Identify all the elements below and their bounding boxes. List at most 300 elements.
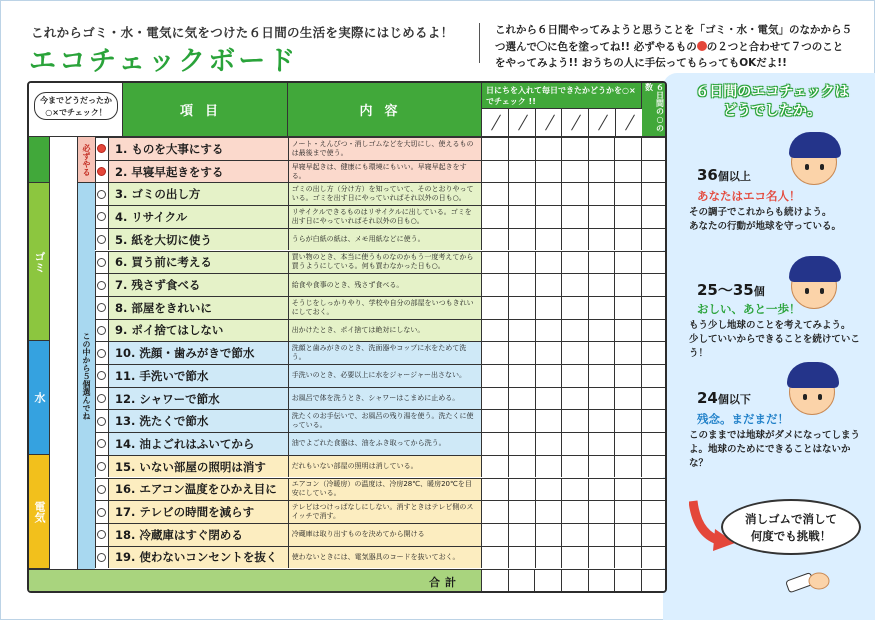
day-check-cell[interactable] xyxy=(482,161,509,183)
day-check-cell[interactable] xyxy=(615,410,642,432)
instruction-line-2c: の２つと合わせて７つのこと xyxy=(706,40,844,53)
speech-bubble: 消しゴムで消して 何度でも挑戦！ xyxy=(721,499,861,555)
day-check-cell[interactable] xyxy=(482,252,509,274)
smiley-icon xyxy=(97,190,106,199)
row-face[interactable] xyxy=(96,161,109,183)
smiley-icon xyxy=(97,553,106,562)
smiley-icon xyxy=(97,281,106,290)
instruction-line-2a: つ選んで xyxy=(495,40,537,53)
row-face[interactable] xyxy=(96,320,109,342)
day-check-cell[interactable] xyxy=(615,342,642,364)
day-check-cell[interactable] xyxy=(536,161,563,183)
day-check-cell[interactable] xyxy=(589,410,616,432)
day-check-cell[interactable] xyxy=(615,274,642,296)
day-check-cell[interactable] xyxy=(482,206,509,228)
day-check-cell[interactable] xyxy=(536,524,563,546)
eye-icon xyxy=(818,394,822,400)
total-day-cell[interactable] xyxy=(535,570,562,593)
count-cell[interactable] xyxy=(642,183,667,205)
day-check-cell[interactable] xyxy=(482,138,509,160)
row-item: 19. 使わないコンセントを抜く xyxy=(109,547,289,569)
row-item: 4. リサイクル xyxy=(109,206,289,228)
day-check-cell[interactable] xyxy=(482,433,509,455)
day-check-cell[interactable] xyxy=(536,342,563,364)
day-check-cell[interactable] xyxy=(615,252,642,274)
row-item: 16. エアコン温度をひかえ目に xyxy=(109,479,289,501)
day-check-cell[interactable] xyxy=(509,388,536,410)
verdict-1: あなたはエコ名人！ xyxy=(697,189,801,203)
day-check-cell[interactable] xyxy=(536,138,563,160)
day-check-cell[interactable] xyxy=(482,501,509,523)
day-check-cell[interactable] xyxy=(615,206,642,228)
day-check-cell[interactable] xyxy=(589,138,616,160)
table-row xyxy=(95,160,667,183)
row-face[interactable] xyxy=(96,547,109,569)
count-cell[interactable] xyxy=(642,410,667,432)
row-face[interactable] xyxy=(96,138,109,160)
day-check-cell[interactable] xyxy=(536,320,563,342)
day-check-cell[interactable] xyxy=(509,320,536,342)
day-check-cell[interactable] xyxy=(562,456,589,478)
total-day-cell[interactable] xyxy=(589,570,616,593)
smiley-icon xyxy=(97,349,106,358)
date-slot[interactable] xyxy=(482,109,509,136)
smiley-icon xyxy=(97,371,106,380)
total-day-cell[interactable] xyxy=(562,570,589,593)
row-desc: うらが白紙の紙は、メモ用紙などに使う。 xyxy=(289,229,483,251)
table-row xyxy=(95,228,667,251)
day-check-cell[interactable] xyxy=(536,501,563,523)
count-cell[interactable] xyxy=(642,252,667,274)
day-check-cell[interactable] xyxy=(509,410,536,432)
day-check-cell[interactable] xyxy=(509,433,536,455)
day-check-cell[interactable] xyxy=(562,388,589,410)
category-water: 水 xyxy=(29,341,49,455)
instruction-line-2b: に色を塗ってね!! 必ずやるもの xyxy=(547,40,697,53)
day-check-cell[interactable] xyxy=(562,297,589,319)
day-check-cell[interactable] xyxy=(482,274,509,296)
count-cell[interactable] xyxy=(642,320,667,342)
row-desc: 早寝早起きは、健康にも環境にもいい。早寝早起きをする。 xyxy=(289,161,483,183)
table-row xyxy=(95,341,667,364)
day-check-cell[interactable] xyxy=(615,138,642,160)
row-face[interactable] xyxy=(96,524,109,546)
row-face[interactable] xyxy=(96,456,109,478)
score-unit: 個以下 xyxy=(717,393,751,406)
total-day-cell[interactable] xyxy=(615,570,642,593)
day-check-cell[interactable] xyxy=(615,388,642,410)
day-check-cell[interactable] xyxy=(509,183,536,205)
table-row xyxy=(95,364,667,387)
day-check-cell[interactable] xyxy=(562,501,589,523)
day-check-cell[interactable] xyxy=(482,456,509,478)
row-face[interactable] xyxy=(96,206,109,228)
day-check-cell[interactable] xyxy=(536,365,563,387)
day-check-cell[interactable] xyxy=(562,320,589,342)
header-count: ６日間の○の数 xyxy=(642,83,667,136)
kid-illustration-1 xyxy=(791,139,837,185)
day-check-cell[interactable] xyxy=(615,320,642,342)
table-row xyxy=(95,523,667,546)
day-check-cell[interactable] xyxy=(562,229,589,251)
day-check-cell[interactable] xyxy=(589,388,616,410)
row-desc: 洗顔と歯みがきのとき、洗面器やコップに水をためて洗う。 xyxy=(289,342,483,364)
score-value: 25～35 xyxy=(697,281,754,299)
row-desc: そうじをしっかりやり、学校や自分の部屋をいつもきれいにしておく。 xyxy=(289,297,483,319)
row-item: 12. シャワーで節水 xyxy=(109,388,289,410)
day-check-cell[interactable] xyxy=(509,161,536,183)
day-check-cell[interactable] xyxy=(509,456,536,478)
date-slot[interactable] xyxy=(562,109,589,136)
day-check-cell[interactable] xyxy=(615,183,642,205)
table-row xyxy=(95,182,667,205)
row-desc: エアコン（冷暖房）の温度は、冷房28℃、暖房20℃を目安にしている。 xyxy=(289,479,483,501)
day-check-cell[interactable] xyxy=(509,547,536,569)
eraser-hand-icon xyxy=(781,569,831,597)
day-check-cell[interactable] xyxy=(536,297,563,319)
day-check-cell[interactable] xyxy=(509,479,536,501)
day-check-cell[interactable] xyxy=(589,501,616,523)
score-36 xyxy=(697,166,751,184)
result-desc-2: もう少し地球のことを考えてみよう。 少していいからできることを続けていこう！ xyxy=(689,320,860,359)
day-check-cell[interactable] xyxy=(562,274,589,296)
row-item: 1. ものを大事にする xyxy=(109,138,289,160)
day-check-cell[interactable] xyxy=(589,524,616,546)
day-check-cell[interactable] xyxy=(589,365,616,387)
check-bubble-text: 今までどうだったか ○×でチェック！ xyxy=(40,96,112,117)
table-row xyxy=(95,205,667,228)
day-check-cell[interactable] xyxy=(482,297,509,319)
score-24 xyxy=(697,389,751,407)
result-desc-3: このままでは地球がダメになってしまうよ。地球のためにできることはないかな？ xyxy=(689,430,861,469)
row-face[interactable] xyxy=(96,183,109,205)
total-day-cell[interactable] xyxy=(482,570,509,593)
category-gomi: ゴミ xyxy=(29,183,49,341)
smiley-icon xyxy=(97,530,106,539)
day-check-cell[interactable] xyxy=(562,252,589,274)
row-face[interactable] xyxy=(96,410,109,432)
count-cell[interactable] xyxy=(642,206,667,228)
verdict-2: おしい、あと一歩！ xyxy=(697,302,801,316)
day-check-cell[interactable] xyxy=(615,524,642,546)
day-check-cell[interactable] xyxy=(562,479,589,501)
count-cell[interactable] xyxy=(642,365,667,387)
count-cell[interactable] xyxy=(642,138,667,160)
day-check-cell[interactable] xyxy=(536,252,563,274)
row-item: 6. 買う前に考える xyxy=(109,252,289,274)
day-check-cell[interactable] xyxy=(509,206,536,228)
day-check-cell[interactable] xyxy=(589,252,616,274)
row-item: 13. 洗たくで節水 xyxy=(109,410,289,432)
day-check-cell[interactable] xyxy=(562,206,589,228)
table-row xyxy=(95,387,667,410)
eye-icon xyxy=(820,288,824,294)
eye-icon xyxy=(820,164,824,170)
day-check-cell[interactable] xyxy=(615,297,642,319)
count-cell[interactable] xyxy=(642,524,667,546)
day-check-cell[interactable] xyxy=(562,524,589,546)
day-check-cell[interactable] xyxy=(536,547,563,569)
row-desc: リサイクルできるものはリサイクルに出している。ゴミを出す日にやっていればそれ以外の日も○。 xyxy=(289,206,483,228)
row-item: 10. 洗顔・歯みがきで節水 xyxy=(109,342,289,364)
day-check-cell[interactable] xyxy=(615,365,642,387)
row-item: 14. 油よごれはふいてから xyxy=(109,433,289,455)
table-row xyxy=(95,319,667,342)
must-label: 必ずやる xyxy=(77,137,95,183)
previous-check-column[interactable] xyxy=(49,137,77,569)
row-desc: 給食や食事のとき、残さず食べる。 xyxy=(289,274,483,296)
count-cell[interactable] xyxy=(642,456,667,478)
day-check-cell[interactable] xyxy=(509,297,536,319)
count-cell[interactable] xyxy=(642,388,667,410)
result-title: ６日間のエコチェックは どうでしたか。 xyxy=(695,84,849,119)
count-cell[interactable] xyxy=(642,479,667,501)
day-check-cell[interactable] xyxy=(562,547,589,569)
day-check-cell[interactable] xyxy=(589,229,616,251)
header-days xyxy=(482,83,642,136)
day-check-cell[interactable] xyxy=(536,388,563,410)
day-check-cell[interactable] xyxy=(509,138,536,160)
table-row xyxy=(95,432,667,455)
day-check-cell[interactable] xyxy=(482,410,509,432)
score-25-35 xyxy=(697,279,765,300)
instruction-line-1: これから６日間やってみようと思うことを「ゴミ・水・電気」のなかから５ xyxy=(495,24,852,36)
day-check-cell[interactable] xyxy=(589,274,616,296)
header-item: 項目 xyxy=(123,83,288,136)
intro-text: これからゴミ・水・電気に気をつけた６日間の生活を実際にはじめるよ！ xyxy=(31,25,454,40)
total-bar xyxy=(29,570,482,593)
date-slot[interactable] xyxy=(536,109,563,136)
day-check-cell[interactable] xyxy=(615,547,642,569)
row-desc: テレビはつけっぱなしにしない。消すときはテレビ側のスイッチで消す。 xyxy=(289,501,483,523)
score-unit: 個以上 xyxy=(717,170,751,183)
day-check-cell[interactable] xyxy=(509,524,536,546)
smiley-icon xyxy=(97,485,106,494)
row-face[interactable] xyxy=(96,433,109,455)
smiley-icon xyxy=(537,41,547,51)
row-item: 7. 残さず食べる xyxy=(109,274,289,296)
day-check-cell[interactable] xyxy=(509,229,536,251)
row-item: 2. 早寝早起きをする xyxy=(109,161,289,183)
day-check-cell[interactable] xyxy=(482,320,509,342)
row-face[interactable] xyxy=(96,229,109,251)
day-check-cell[interactable] xyxy=(536,274,563,296)
instruction-line-3: をやってみよう!! おうちの人に手伝ってもらってもOKだよ!! xyxy=(495,57,787,69)
row-desc: 出かけたとき、ポイ捨ては絶対にしない。 xyxy=(289,320,483,342)
row-item: 11. 手洗いで節水 xyxy=(109,365,289,387)
day-check-cell[interactable] xyxy=(589,547,616,569)
smiley-icon xyxy=(97,508,106,517)
eye-icon xyxy=(805,164,809,170)
check-board-table xyxy=(27,81,667,593)
row-item: 9. ポイ捨てはしない xyxy=(109,320,289,342)
table-row xyxy=(95,409,667,432)
red-smiley-icon xyxy=(97,167,106,176)
smiley-icon xyxy=(97,235,106,244)
count-cell[interactable] xyxy=(642,229,667,251)
day-check-cell[interactable] xyxy=(615,501,642,523)
count-cell[interactable] xyxy=(642,547,667,569)
smiley-icon xyxy=(97,258,106,267)
total-row xyxy=(29,569,667,593)
day-check-cell[interactable] xyxy=(615,479,642,501)
row-item: 8. 部屋をきれいに xyxy=(109,297,289,319)
row-item: 5. 紙を大切に使う xyxy=(109,229,289,251)
header-content: 内容 xyxy=(288,83,482,136)
day-check-cell[interactable] xyxy=(589,161,616,183)
choose-label: この中から５個選んでね xyxy=(77,183,95,569)
date-slots xyxy=(482,108,642,136)
day-check-cell[interactable] xyxy=(482,547,509,569)
row-face[interactable] xyxy=(96,342,109,364)
row-desc: ゴミの出し方（分け方）を知っていて、そのとおりやっている。ゴミを出す日にやっていればそれ以外の日も○。 xyxy=(289,183,483,205)
result-desc-1: その調子でこれからも続けよう。 あなたの行動が地球を守っている。 xyxy=(689,207,842,232)
date-slot[interactable] xyxy=(589,109,616,136)
table-row xyxy=(95,273,667,296)
day-check-cell[interactable] xyxy=(509,252,536,274)
smiley-icon xyxy=(97,212,106,221)
day-check-cell[interactable] xyxy=(536,456,563,478)
day-check-cell[interactable] xyxy=(562,161,589,183)
row-face[interactable] xyxy=(96,388,109,410)
table-row xyxy=(95,478,667,501)
count-cell[interactable] xyxy=(642,274,667,296)
day-check-cell[interactable] xyxy=(562,365,589,387)
page-title: エコチェックボード xyxy=(29,46,299,77)
day-check-cell[interactable] xyxy=(509,365,536,387)
row-desc: 買い物のとき、本当に使うものなのかもう一度考えてから買うようにしている。何も買わなかった日も○。 xyxy=(289,252,483,274)
day-check-cell[interactable] xyxy=(589,320,616,342)
row-face[interactable] xyxy=(96,365,109,387)
day-check-cell[interactable] xyxy=(589,479,616,501)
category-must xyxy=(29,137,49,183)
row-desc: 使わないときには、電気器具のコードを抜いておく。 xyxy=(289,547,483,569)
day-check-cell[interactable] xyxy=(509,501,536,523)
day-check-cell[interactable] xyxy=(509,274,536,296)
day-check-cell[interactable] xyxy=(536,229,563,251)
score-value: 36 xyxy=(697,166,718,184)
count-cell[interactable] xyxy=(642,297,667,319)
table-row xyxy=(95,251,667,274)
smiley-icon xyxy=(97,417,106,426)
row-desc: 油でよごれた食器は、油をふき取ってから洗う。 xyxy=(289,433,483,455)
day-check-cell[interactable] xyxy=(562,433,589,455)
row-item: 18. 冷蔵庫はすぐ閉める xyxy=(109,524,289,546)
cap-icon xyxy=(789,132,841,158)
row-face[interactable] xyxy=(96,274,109,296)
table-row xyxy=(95,500,667,523)
day-check-cell[interactable] xyxy=(589,206,616,228)
cap-icon xyxy=(787,362,839,388)
date-slot[interactable] xyxy=(616,109,642,136)
score-value: 24 xyxy=(697,389,718,407)
red-smiley-icon xyxy=(97,144,106,153)
header-days-label: 日にちを入れて毎日できたかどうかを○×でチェック !! xyxy=(486,86,636,106)
check-bubble xyxy=(34,92,118,120)
row-desc: だれもいない部屋の照明は消している。 xyxy=(289,456,483,478)
smiley-icon xyxy=(97,394,106,403)
day-check-cell[interactable] xyxy=(615,433,642,455)
day-check-cell[interactable] xyxy=(562,183,589,205)
table-row xyxy=(95,546,667,569)
table-row xyxy=(95,455,667,478)
eye-icon xyxy=(805,288,809,294)
row-desc: 手洗いのとき、必要以上に水をジャージャー出さない。 xyxy=(289,365,483,387)
day-check-cell[interactable] xyxy=(482,524,509,546)
header-check-column xyxy=(29,83,123,136)
day-check-cell[interactable] xyxy=(562,138,589,160)
day-check-cell[interactable] xyxy=(562,410,589,432)
day-check-cell[interactable] xyxy=(615,161,642,183)
table-row xyxy=(95,137,667,160)
kid-illustration-3 xyxy=(789,369,835,415)
row-face[interactable] xyxy=(96,252,109,274)
eye-icon xyxy=(803,394,807,400)
row-item: 17. テレビの時間を減らす xyxy=(109,501,289,523)
row-item: 3. ゴミの出し方 xyxy=(109,183,289,205)
day-check-cell[interactable] xyxy=(482,388,509,410)
count-cell[interactable] xyxy=(642,501,667,523)
day-check-cell[interactable] xyxy=(589,342,616,364)
row-item: 15. いない部屋の照明は消す xyxy=(109,456,289,478)
day-check-cell[interactable] xyxy=(562,342,589,364)
day-check-cell[interactable] xyxy=(482,479,509,501)
day-check-cell[interactable] xyxy=(509,342,536,364)
day-check-cell[interactable] xyxy=(615,229,642,251)
smiley-icon xyxy=(97,326,106,335)
day-check-cell[interactable] xyxy=(536,410,563,432)
day-check-cell[interactable] xyxy=(536,479,563,501)
day-check-cell[interactable] xyxy=(589,297,616,319)
day-check-cell[interactable] xyxy=(589,433,616,455)
day-check-cell[interactable] xyxy=(615,456,642,478)
row-face[interactable] xyxy=(96,501,109,523)
count-cell[interactable] xyxy=(642,433,667,455)
row-desc: お風呂で体を洗うとき、シャワーはこまめに止める。 xyxy=(289,388,483,410)
smiley-icon xyxy=(97,303,106,312)
day-check-cell[interactable] xyxy=(482,365,509,387)
red-smiley-icon xyxy=(697,41,707,51)
day-check-cell[interactable] xyxy=(482,342,509,364)
date-slot[interactable] xyxy=(509,109,536,136)
score-unit: 個 xyxy=(753,285,765,298)
row-face[interactable] xyxy=(96,479,109,501)
row-desc: 洗たくのお手伝いで、お風呂の残り湯を使う。洗たくに使っている。 xyxy=(289,410,483,432)
smiley-icon xyxy=(97,439,106,448)
table-row xyxy=(95,296,667,319)
day-check-cell[interactable] xyxy=(536,206,563,228)
row-face[interactable] xyxy=(96,297,109,319)
day-check-cell[interactable] xyxy=(589,183,616,205)
category-elec: 電気 xyxy=(29,455,49,569)
day-check-cell[interactable] xyxy=(482,183,509,205)
day-check-cell[interactable] xyxy=(589,456,616,478)
row-desc: 冷蔵庫は取り出すものを決めてから開ける xyxy=(289,524,483,546)
day-check-cell[interactable] xyxy=(536,183,563,205)
total-label: 合計 xyxy=(429,576,461,589)
row-desc: ノート・えんぴつ・消しゴムなどを大切にし、使えるものは最後まで使う。 xyxy=(289,138,483,160)
smiley-icon xyxy=(97,462,106,471)
total-day-cell[interactable] xyxy=(509,570,536,593)
cap-icon xyxy=(789,256,841,282)
day-check-cell[interactable] xyxy=(536,433,563,455)
divider xyxy=(479,23,480,63)
day-check-cell[interactable] xyxy=(482,229,509,251)
instructions xyxy=(495,22,867,72)
verdict-3: 残念。まだまだ！ xyxy=(697,412,789,426)
count-cell[interactable] xyxy=(642,161,667,183)
count-cell[interactable] xyxy=(642,342,667,364)
